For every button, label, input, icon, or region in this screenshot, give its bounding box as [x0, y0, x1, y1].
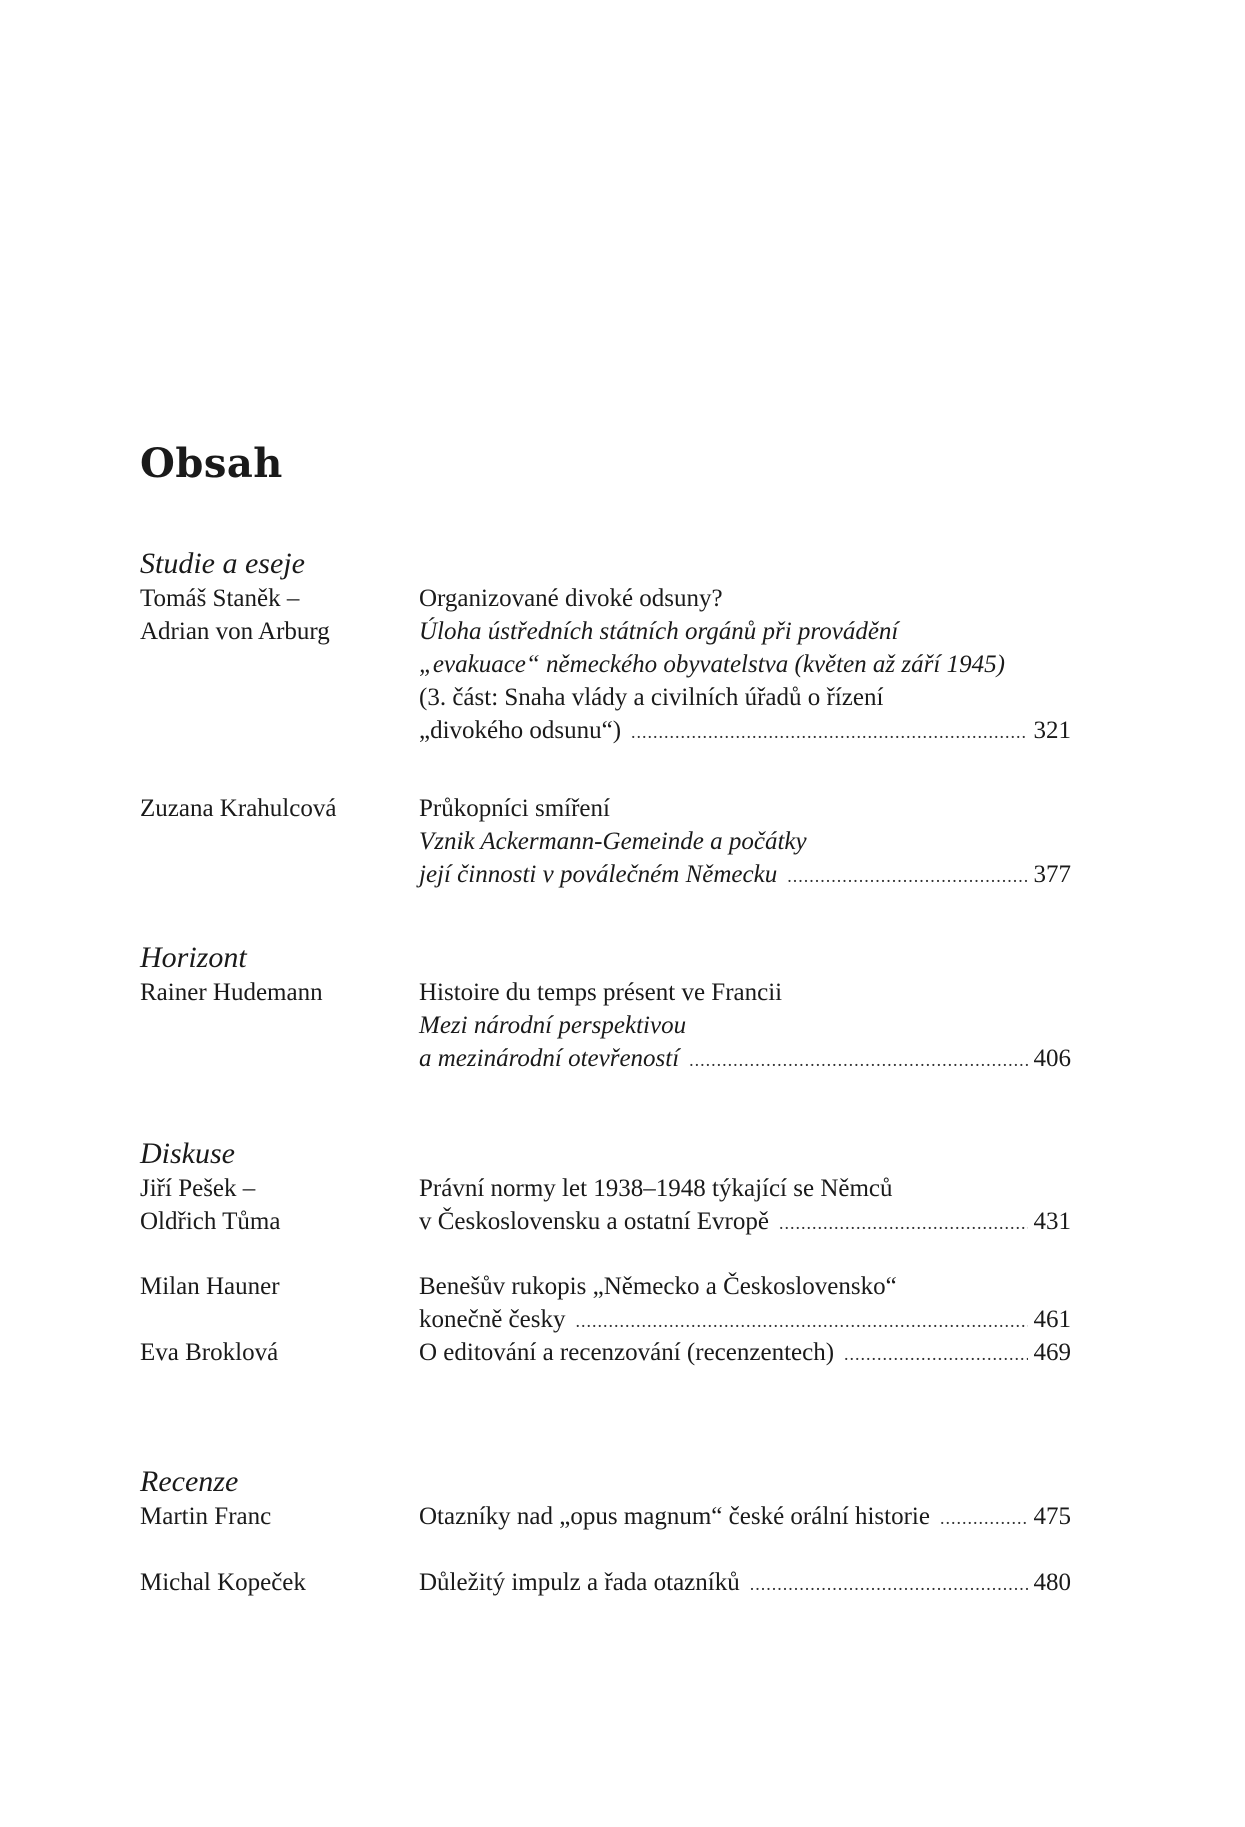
author-name: Zuzana Krahulcová	[140, 795, 337, 822]
entry-title-line: Právní normy let 1938–1948 týkající se Němců	[419, 1175, 893, 1202]
author-name: Martin Franc	[140, 1503, 272, 1530]
entry-authors	[140, 792, 410, 825]
entry-title-line: Benešův rukopis „Německo a Československo“	[419, 1273, 897, 1300]
entry-title-block	[419, 1336, 1071, 1369]
entry-title-block	[419, 1172, 1071, 1238]
entry-title-line: Organizované divoké odsuny?	[419, 585, 723, 612]
entry-authors	[140, 1270, 410, 1303]
entry-last-line	[419, 1042, 1071, 1075]
page-title: Obsah	[140, 440, 283, 487]
dot-leader	[779, 1207, 1028, 1240]
page-number[interactable]: 431	[1033, 1208, 1071, 1235]
page-number[interactable]: 475	[1033, 1503, 1071, 1530]
author-name: Jiří Pešek –	[140, 1175, 256, 1202]
entry-subtitle-line: Vznik Ackermann-Gemeinde a počátky	[419, 828, 807, 855]
dot-leader	[689, 1044, 1027, 1077]
entry-title-line: „divokého odsunu“)	[419, 717, 622, 744]
author-name: Milan Hauner	[140, 1273, 280, 1300]
entry-title-line: v Československu a ostatní Evropě	[419, 1208, 769, 1235]
entry-authors	[140, 1172, 410, 1238]
entry-subtitle-line: její činnosti v poválečném Německu	[419, 861, 778, 888]
author-name: Oldřich Tůma	[140, 1208, 281, 1235]
entry-last-line	[419, 1303, 1071, 1336]
page-number[interactable]: 469	[1033, 1339, 1071, 1366]
entry-last-line	[419, 1336, 1071, 1369]
entry-title-block	[419, 1270, 1071, 1336]
entry-last-line	[419, 1205, 1071, 1238]
section-heading: Horizont	[140, 941, 247, 974]
entry-subtitle-line: Mezi národní perspektivou	[419, 1012, 687, 1039]
page-number[interactable]: 406	[1033, 1045, 1071, 1072]
dot-leader	[631, 716, 1027, 749]
entry-authors	[140, 1336, 410, 1369]
section-heading: Recenze	[140, 1465, 239, 1498]
page-number[interactable]: 480	[1033, 1569, 1071, 1596]
section-heading: Diskuse	[140, 1137, 235, 1170]
entry-subtitle-line: Úloha ústředních státních orgánů při provádění	[419, 618, 899, 645]
entry-authors	[140, 582, 410, 648]
entry-last-line	[419, 1566, 1071, 1599]
entry-subtitle-line: „evakuace“ německého obyvatelstva (květen až září 1945)	[419, 651, 1005, 678]
entry-title-line: Průkopníci smíření	[419, 795, 610, 822]
section-heading: Studie a eseje	[140, 547, 305, 580]
dot-leader	[750, 1568, 1028, 1601]
entry-title-line: konečně česky	[419, 1306, 566, 1333]
dot-leader	[940, 1502, 1028, 1535]
author-name: Rainer Hudemann	[140, 979, 323, 1006]
dot-leader	[787, 860, 1027, 893]
page-number[interactable]: 321	[1033, 717, 1071, 744]
entry-subtitle-line: a mezinárodní otevřeností	[419, 1045, 680, 1072]
entry-title-block	[419, 976, 1071, 1075]
entry-title-block	[419, 1566, 1071, 1599]
entry-authors	[140, 976, 410, 1009]
dot-leader	[844, 1338, 1027, 1371]
entry-title-block	[419, 792, 1071, 891]
author-name: Adrian von Arburg	[140, 618, 330, 645]
entry-last-line	[419, 858, 1071, 891]
page-number[interactable]: 377	[1033, 861, 1071, 888]
entry-title-line: Otazníky nad „opus magnum“ české orální historie	[419, 1503, 930, 1530]
entry-title-block	[419, 582, 1071, 747]
entry-title-line: Histoire du temps présent ve Francii	[419, 979, 783, 1006]
entry-title-block	[419, 1500, 1071, 1533]
page-number[interactable]: 461	[1033, 1306, 1071, 1333]
author-name: Michal Kopeček	[140, 1569, 306, 1596]
entry-title-line: O editování a recenzování (recenzentech)	[419, 1339, 835, 1366]
dot-leader	[575, 1305, 1027, 1338]
entry-title-line: (3. část: Snaha vlády a civilních úřadů o řízení	[419, 684, 884, 711]
entry-last-line	[419, 714, 1071, 747]
entry-last-line	[419, 1500, 1071, 1533]
entry-authors	[140, 1500, 410, 1533]
entry-title-line: Důležitý impulz a řada otazníků	[419, 1569, 740, 1596]
author-name: Eva Broklová	[140, 1339, 279, 1366]
author-name: Tomáš Staněk –	[140, 585, 300, 612]
entry-authors	[140, 1566, 410, 1599]
